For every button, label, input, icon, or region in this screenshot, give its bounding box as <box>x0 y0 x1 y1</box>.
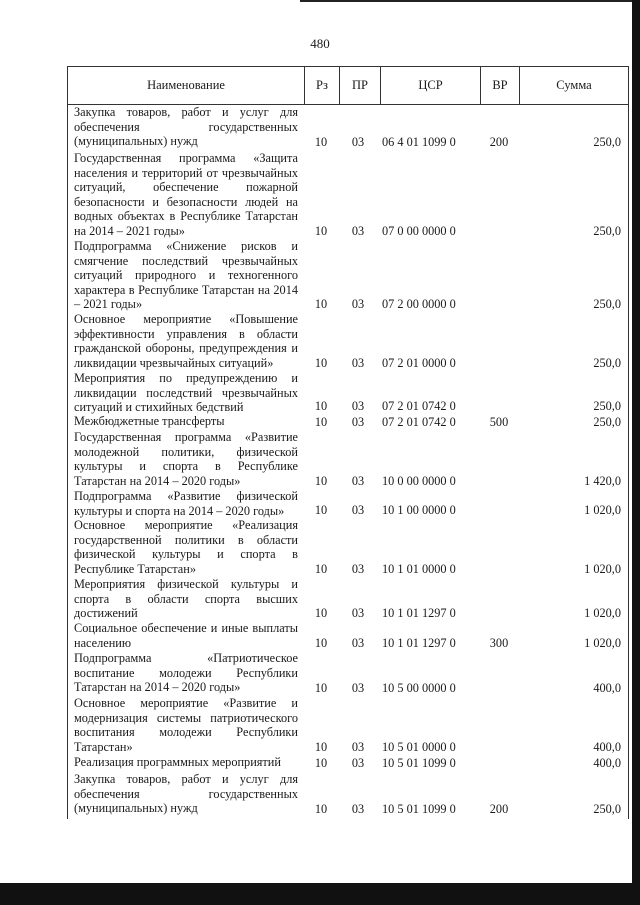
row-name: Межбюджетные трансферты <box>74 414 225 428</box>
row-rz: 10 <box>314 415 328 430</box>
row-sum: 250,0 <box>593 415 621 430</box>
row-csr: 07 2 01 0742 0 <box>382 415 456 430</box>
row-csr: 07 2 01 0000 0 <box>382 356 456 371</box>
row-pr: 03 <box>351 415 365 430</box>
row-pr: 03 <box>351 135 365 150</box>
table-row <box>68 151 628 239</box>
row-csr: 10 5 01 1099 0 <box>382 802 456 817</box>
row-sum: 1 020,0 <box>584 503 621 518</box>
row-csr: 10 5 00 0000 0 <box>382 681 456 696</box>
table-row <box>68 430 628 489</box>
row-name: Социальное обеспечение и иные выплаты населению <box>74 621 298 650</box>
row-rz: 10 <box>314 503 328 518</box>
header-name: Наименование <box>147 78 225 92</box>
table-row <box>68 518 628 577</box>
row-csr: 10 0 00 0000 0 <box>382 474 456 489</box>
row-rz: 10 <box>314 802 328 817</box>
row-rz: 10 <box>314 474 328 489</box>
row-csr: 10 5 01 0000 0 <box>382 740 456 755</box>
row-sum: 400,0 <box>593 756 621 771</box>
row-csr: 07 2 01 0742 0 <box>382 399 456 414</box>
header-sum: Сумма <box>556 78 592 92</box>
header-csr: ЦСР <box>418 78 443 92</box>
scan-edge-top <box>300 0 640 2</box>
table-row <box>68 312 628 371</box>
table-row <box>68 621 628 651</box>
row-pr: 03 <box>351 606 365 621</box>
row-sum: 400,0 <box>593 681 621 696</box>
row-sum: 250,0 <box>593 297 621 312</box>
row-name: Основное мероприятие «Реализация государственной политики в области физической культуры и спорта в Республике Татарстан» <box>74 518 298 576</box>
row-name: Закупка товаров, работ и услуг для обеспечения государственных (муниципальных) нужд <box>74 105 298 149</box>
row-csr: 07 2 00 0000 0 <box>382 297 456 312</box>
row-pr: 03 <box>351 756 365 771</box>
row-pr: 03 <box>351 740 365 755</box>
row-sum: 1 020,0 <box>584 606 621 621</box>
row-name: Основное мероприятие «Повышение эффективности управления в области гражданской обороны, предупреждения и ликвидации чрезвычайных ситуаций» <box>74 312 298 370</box>
row-pr: 03 <box>351 474 365 489</box>
row-name: Реализация программных мероприятий <box>74 755 281 769</box>
row-name: Подпрограмма «Снижение рисков и смягчение последствий чрезвычайных ситуаций природного и техногенного характера в Республике Татарстан на 2014 – 2021 годы» <box>74 239 298 312</box>
row-rz: 10 <box>314 224 328 239</box>
table-row <box>68 577 628 621</box>
row-rz: 10 <box>314 297 328 312</box>
row-name: Государственная программа «Развитие молодежной политики, физической культуры и спорта в Республике Татарстан на 2014 – 2020 годы» <box>74 430 298 488</box>
row-pr: 03 <box>351 681 365 696</box>
table-row <box>68 239 628 312</box>
row-pr: 03 <box>351 399 365 414</box>
row-pr: 03 <box>351 297 365 312</box>
header-rz: Рз <box>316 78 328 92</box>
row-pr: 03 <box>351 562 365 577</box>
row-pr: 03 <box>351 356 365 371</box>
page-number: 480 <box>310 36 330 51</box>
row-rz: 10 <box>314 681 328 696</box>
row-rz: 10 <box>314 606 328 621</box>
row-name: Закупка товаров, работ и услуг для обеспечения государственных (муниципальных) нужд <box>74 772 298 816</box>
row-sum: 250,0 <box>593 399 621 414</box>
row-rz: 10 <box>314 356 328 371</box>
row-csr: 10 1 01 1297 0 <box>382 636 456 651</box>
table-row <box>68 105 628 150</box>
row-rz: 10 <box>314 636 328 651</box>
row-pr: 03 <box>351 802 365 817</box>
row-pr: 03 <box>351 636 365 651</box>
row-csr: 10 1 00 0000 0 <box>382 503 456 518</box>
row-sum: 1 020,0 <box>584 636 621 651</box>
row-csr: 07 0 00 0000 0 <box>382 224 456 239</box>
row-sum: 250,0 <box>593 135 621 150</box>
table-row <box>68 696 628 755</box>
row-sum: 250,0 <box>593 224 621 239</box>
row-vr: 200 <box>489 802 509 817</box>
table-row <box>68 414 628 430</box>
row-vr: 500 <box>489 415 509 430</box>
row-pr: 03 <box>351 503 365 518</box>
row-vr: 300 <box>489 636 509 651</box>
row-rz: 10 <box>314 399 328 414</box>
header-vr: ВР <box>492 78 508 92</box>
row-name: Подпрограмма «Развитие физической культуры и спорта на 2014 – 2020 годы» <box>74 489 298 518</box>
scan-edge-right <box>632 0 640 905</box>
row-csr: 06 4 01 1099 0 <box>382 135 456 150</box>
table-header <box>68 67 628 105</box>
table-row <box>68 371 628 414</box>
table-row <box>68 489 628 518</box>
row-csr: 10 1 01 1297 0 <box>382 606 456 621</box>
header-pr: ПР <box>352 78 368 92</box>
row-csr: 10 5 01 1099 0 <box>382 756 456 771</box>
row-name: Мероприятия физической культуры и спорта в области спорта высших достижений <box>74 577 298 621</box>
row-rz: 10 <box>314 562 328 577</box>
scan-edge-bottom <box>0 883 640 905</box>
row-sum: 1 020,0 <box>584 562 621 577</box>
row-name: Подпрограмма «Патриотическое воспитание молодежи Республики Татарстан на 2014 – 2020 годы» <box>74 651 298 695</box>
row-sum: 250,0 <box>593 802 621 817</box>
table-row <box>68 755 628 771</box>
row-vr: 200 <box>489 135 509 150</box>
row-csr: 10 1 01 0000 0 <box>382 562 456 577</box>
row-name: Государственная программа «Защита населения и территорий от чрезвычайных ситуаций, обеспечение пожарной безопасности и безопасности людей на водных объектах в Республике Татарстан на 2014 – 2021 годы» <box>74 151 298 238</box>
row-sum: 400,0 <box>593 740 621 755</box>
row-name: Мероприятия по предупреждению и ликвидации последствий чрезвычайных ситуаций и стихийных бедствий <box>74 371 298 415</box>
row-rz: 10 <box>314 756 328 771</box>
table-row <box>68 651 628 696</box>
row-sum: 250,0 <box>593 356 621 371</box>
row-name: Основное мероприятие «Развитие и модернизация системы патриотического воспитания молодежи Республики Татарстан» <box>74 696 298 754</box>
row-rz: 10 <box>314 740 328 755</box>
table-row <box>68 772 628 817</box>
row-pr: 03 <box>351 224 365 239</box>
budget-table <box>67 66 629 819</box>
row-sum: 1 420,0 <box>584 474 621 489</box>
row-rz: 10 <box>314 135 328 150</box>
